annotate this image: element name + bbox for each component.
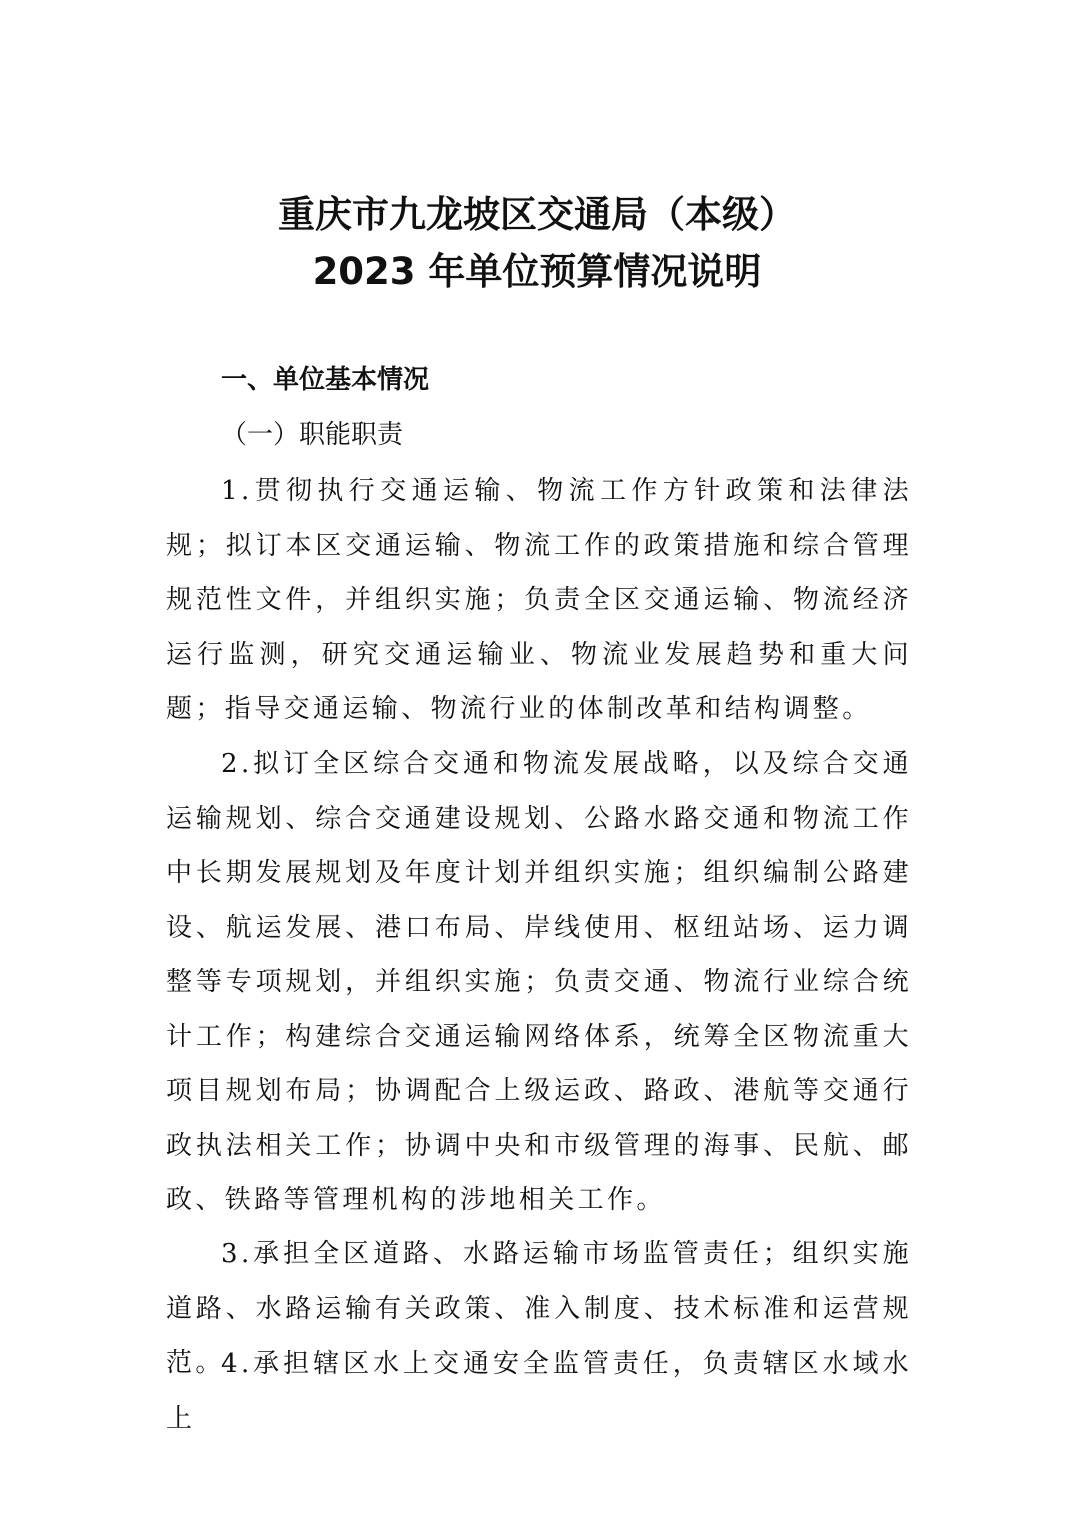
document-title-line1: 重庆市九龙坡区交通局（本级） [278,193,796,236]
subsection-heading-duties: （一）职能职责 [221,420,404,450]
document-title-line2: 2023 年单位预算情况说明 [312,250,762,293]
section-heading-basic-info: 一、单位基本情况 [221,365,430,395]
duty-paragraph-1: 1.贯彻执行交通运输、物流工作方针政策和法律法规；拟订本区交通运输、物流工作的政策措施和综合管理规范性文件，并组织实施；负责全区交通运输、物流经济运行监测，研究交通运输业、物流业发展趋势和重大问题；指导交通运输、物流行业的体制改革和结构调整。 [166,476,912,724]
duty-paragraph-3: 3.承担全区道路、水路运输市场监管责任；组织实施道路、水路运输有关政策、准入制度、技术标准和运营规范。 [166,1239,912,1378]
duty-paragraph-4: 4.承担辖区水上交通安全监管责任，负责辖区水域水上 [166,1349,912,1434]
duty-paragraph-2: 2.拟订全区综合交通和物流发展战略，以及综合交通运输规划、综合交通建设规划、公路水路交通和物流工作中长期发展规划及年度计划并组织实施；组织编制公路建设、航运发展、港口布局、岸线使用、枢纽站场、运力调整等专项规划，并组织实施；负责交通、物流行业综合统计工作；构建综合交通运输网络体系，统筹全区物流重大项目规划布局；协调配合上级运政、路政、港航等交通行政执法相关工作；协调中央和市级管理的海事、民航、邮政、铁路等管理机构的涉地相关工作。 [166,749,912,1215]
